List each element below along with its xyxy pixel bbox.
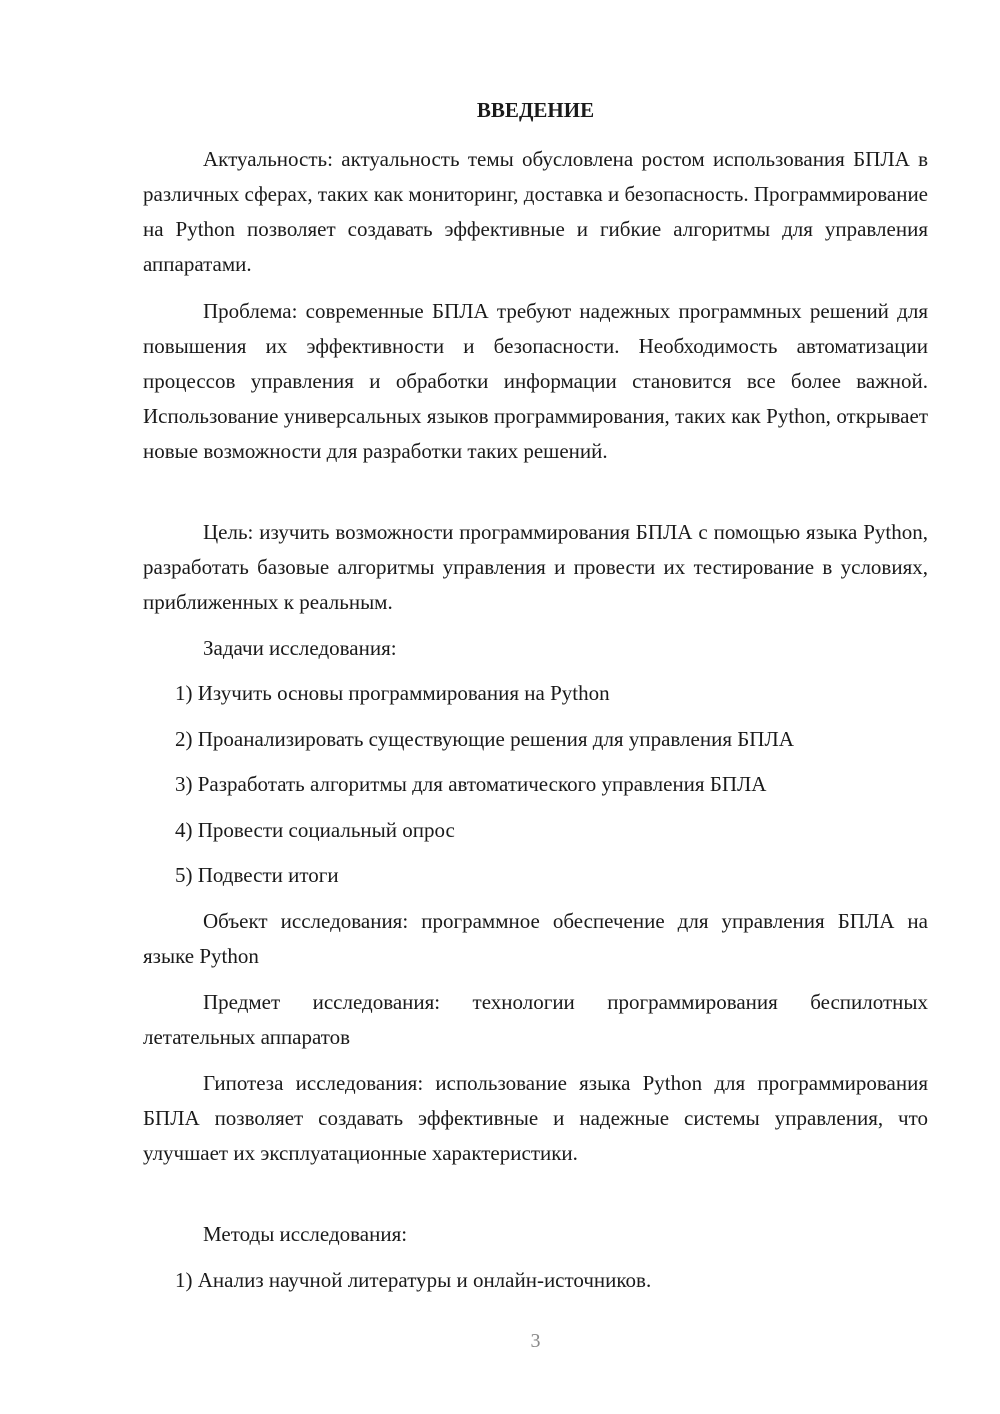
task-item: 1) Изучить основы программирования на Python	[175, 681, 610, 705]
section-title: ВВЕДЕНИЕ	[476, 98, 595, 122]
page-number: 3	[530, 1330, 541, 1352]
tasks-heading: Задачи исследования:	[203, 636, 397, 660]
subject-paragraph: Предмет исследования: технологии программирования беспилотных летательных аппаратов	[143, 990, 928, 1049]
task-item: 2) Проанализировать существующие решения для управления БПЛА	[175, 727, 794, 751]
task-item: 4) Провести социальный опрос	[175, 818, 455, 842]
hypothesis-paragraph: Гипотеза исследования: использование языка Python для программирования БПЛА позволяет создавать эффективные и надежные системы управления, что улучшает их эксплуатационные характеристики.	[143, 1071, 928, 1165]
relevance-paragraph: Актуальность: актуальность темы обусловлена ростом использования БПЛА в различных сферах, таких как мониторинг, доставка и безопасность. Программирование на Python позволяет создавать эффективные и гибкие алгоритмы для управления аппаратами.	[143, 147, 928, 276]
object-paragraph: Объект исследования: программное обеспечение для управления БПЛА на языке Python	[143, 909, 928, 968]
document-page	[143, 0, 928, 1414]
task-item: 3) Разработать алгоритмы для автоматического управления БПЛА	[175, 772, 767, 796]
methods-heading: Методы исследования:	[203, 1222, 408, 1246]
problem-paragraph: Проблема: современные БПЛА требуют надежных программных решений для повышения их эффективности и безопасности. Необходимость автоматизации процессов управления и обработки информации становится все более важной. Использование универсальных языков программирования, таких как Python, открывает новые возможности для разработки таких решений.	[143, 299, 928, 463]
task-item: 5) Подвести итоги	[175, 863, 339, 887]
goal-paragraph: Цель: изучить возможности программирования БПЛА с помощью языка Python, разработать базовые алгоритмы управления и провести их тестирование в условиях, приближенных к реальным.	[143, 520, 928, 614]
method-item: 1) Анализ научной литературы и онлайн-источников.	[175, 1268, 652, 1292]
